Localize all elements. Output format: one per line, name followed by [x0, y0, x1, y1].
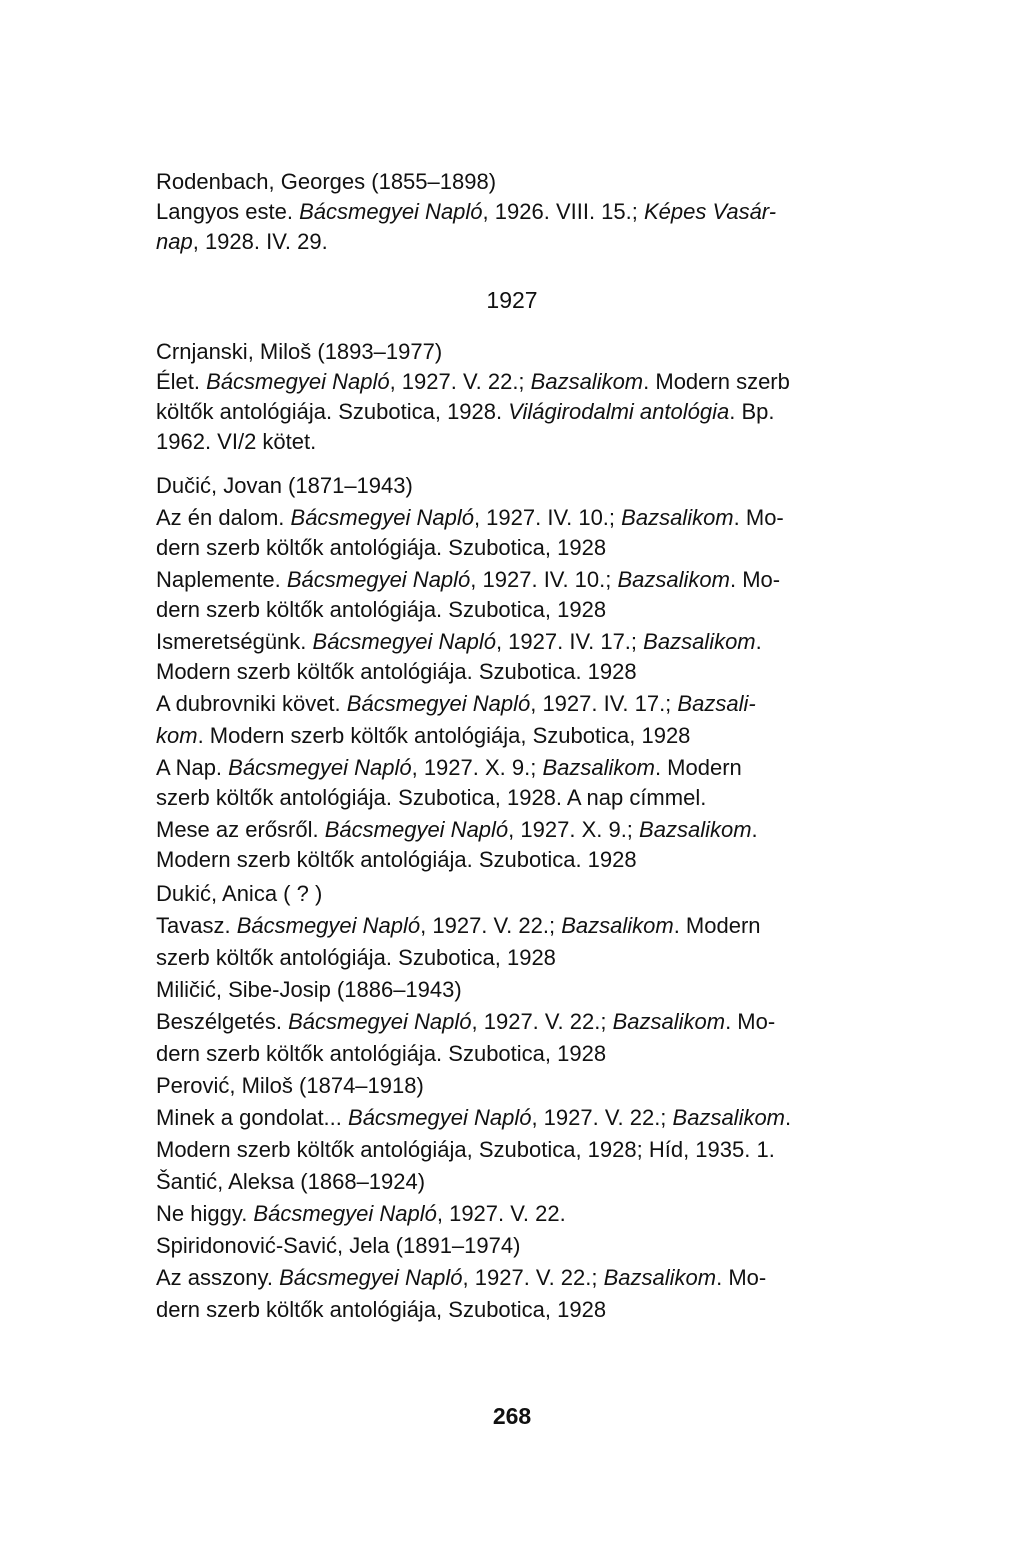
text-run: Dučić, Jovan (1871–1943): [156, 473, 413, 498]
text-run: dern szerb költők antológiája. Szubotica, 1928: [156, 1041, 607, 1066]
entry-line: [156, 628, 762, 656]
text-run: Crnjanski, Miloš (1893–1977): [156, 339, 443, 364]
journal-title: Bácsmegyei Napló: [253, 1201, 437, 1226]
journal-title: Bácsmegyei Napló: [288, 1009, 472, 1034]
text-run: Perović, Miloš (1874–1918): [156, 1073, 424, 1098]
text-run: Modern szerb költők antológiája. Szubotica. 1928: [156, 659, 637, 684]
entry-line: [156, 754, 742, 782]
text-run: .: [785, 1105, 792, 1130]
text-run: A Nap.: [156, 755, 229, 780]
text-run: . Modern: [654, 755, 742, 780]
text-run: A dubrovniki követ.: [156, 691, 347, 716]
text-run: dern szerb költők antológiája. Szubotica, 1928: [156, 535, 607, 560]
entry-line: [156, 566, 780, 594]
text-run: Beszélgetés.: [156, 1009, 289, 1034]
journal-title: Bazsalikom: [603, 1265, 717, 1290]
text-run: Šantić, Aleksa (1868–1924): [156, 1169, 426, 1194]
journal-title: Bácsmegyei Napló: [324, 817, 509, 842]
text-run: Ne higgy.: [156, 1201, 254, 1226]
journal-title: nap: [156, 229, 193, 254]
text-run: szerb költők antológiája. Szubotica, 1928: [156, 945, 556, 970]
entry-line: [156, 368, 790, 396]
entry-line: [156, 846, 637, 874]
journal-title: Bácsmegyei Napló: [228, 755, 412, 780]
text-run: , 1927. IV. 17.;: [495, 629, 644, 654]
entry-line: [156, 228, 328, 256]
entry-line: [156, 944, 556, 972]
text-run: . Mo-: [725, 1009, 776, 1034]
entry-line: [156, 534, 606, 562]
entry-line: [156, 1008, 775, 1036]
text-run: Modern szerb költők antológiája. Szubotica. 1928: [156, 847, 637, 872]
entry-line: [156, 198, 776, 226]
text-run: Minek a gondolat...: [156, 1105, 349, 1130]
journal-title: Bazsalikom: [639, 817, 752, 842]
journal-title: Képes Vasár-: [643, 199, 777, 224]
text-run: . Bp.: [729, 399, 775, 424]
entry-line: [156, 722, 690, 750]
text-run: Az én dalom.: [156, 505, 291, 530]
text-run: Miličić, Sibe-Josip (1886–1943): [156, 977, 462, 1002]
text-run: , 1927. V. 22.;: [462, 1265, 604, 1290]
text-run: , 1926. VIII. 15.;: [482, 199, 644, 224]
journal-title: Bácsmegyei Napló: [236, 913, 421, 938]
journal-title: Világirodalmi antológia: [508, 399, 730, 424]
text-run: Spiridonović-Savić, Jela (1891–1974): [156, 1233, 521, 1258]
author-heading: [156, 1232, 520, 1260]
journal-title: kom: [156, 723, 198, 748]
text-run: , 1927. IV. 10.;: [473, 505, 622, 530]
entry-line: [156, 1104, 791, 1132]
journal-title: Bácsmegyei Napló: [348, 1105, 532, 1130]
text-run: Ismeretségünk.: [156, 629, 313, 654]
journal-title: Bazsali-: [677, 691, 756, 716]
text-run: szerb költők antológiája. Szubotica, 1928. A nap címmel.: [156, 785, 707, 810]
author-heading: [156, 976, 462, 1004]
author-heading: [156, 1072, 424, 1100]
text-run: . Modern: [673, 913, 761, 938]
year-heading: 1927: [486, 287, 538, 313]
journal-title: Bácsmegyei Napló: [286, 567, 471, 592]
text-run: . Modern szerb költők antológiája, Szubotica, 1928: [197, 723, 691, 748]
text-run: , 1927. X. 9.;: [508, 817, 640, 842]
entry-line: [156, 816, 758, 844]
journal-title: Bazsalikom: [672, 1105, 786, 1130]
author-heading: [156, 1168, 425, 1196]
journal-title: Bazsalikom: [530, 369, 644, 394]
text-run: , 1927. V. 22.;: [420, 913, 562, 938]
text-run: dern szerb költők antológiája. Szubotica, 1928: [156, 597, 607, 622]
text-run: . Mo-: [729, 567, 781, 592]
text-run: , 1927. IV. 17.;: [530, 691, 678, 716]
entry-line: [156, 596, 606, 624]
entry-line: [156, 784, 706, 812]
text-run: . Mo-: [733, 505, 784, 530]
page-number: 268: [492, 1403, 532, 1429]
journal-title: Bácsmegyei Napló: [290, 505, 474, 530]
entry-line: [156, 1264, 766, 1292]
entry-line: [156, 1136, 775, 1164]
entry-line: [156, 504, 784, 532]
text-run: , 1927. V. 22.;: [531, 1105, 673, 1130]
text-run: Élet.: [156, 369, 207, 394]
text-run: Dukić, Anica ( ? ): [156, 881, 323, 906]
journal-title: Bácsmegyei Napló: [346, 691, 531, 716]
entry-line: [156, 1040, 606, 1068]
entry-line: [156, 1200, 566, 1228]
journal-title: Bazsalikom: [617, 567, 730, 592]
text-run: , 1927. X. 9.;: [411, 755, 543, 780]
text-run: 1962. VI/2 kötet.: [156, 429, 317, 454]
author-heading: [156, 472, 413, 500]
text-run: .: [755, 629, 762, 654]
text-run: Langyos este.: [156, 199, 300, 224]
journal-title: Bácsmegyei Napló: [279, 1265, 463, 1290]
text-run: , 1927. V. 22.;: [471, 1009, 613, 1034]
entry-line: [156, 658, 637, 686]
entry-line: [156, 912, 761, 940]
journal-title: Bazsalikom: [621, 505, 734, 530]
journal-title: Bácsmegyei Napló: [312, 629, 496, 654]
text-run: .: [751, 817, 758, 842]
journal-title: Bazsalikom: [643, 629, 756, 654]
text-run: költők antológiája. Szubotica, 1928.: [156, 399, 509, 424]
journal-title: Bácsmegyei Napló: [206, 369, 390, 394]
text-run: Az asszony.: [156, 1265, 280, 1290]
entry-line: [156, 398, 774, 426]
text-run: , 1927. IV. 10.;: [470, 567, 618, 592]
text-run: . Mo-: [716, 1265, 767, 1290]
author-heading: [156, 168, 496, 196]
text-run: , 1927. V. 22.: [436, 1201, 566, 1226]
text-run: Tavasz.: [156, 913, 237, 938]
text-run: Mese az erősről.: [156, 817, 325, 842]
text-run: , 1928. IV. 29.: [192, 229, 328, 254]
text-run: Rodenbach, Georges (1855–1898): [156, 169, 497, 194]
journal-title: Bazsalikom: [542, 755, 655, 780]
journal-title: Bazsalikom: [612, 1009, 726, 1034]
journal-title: Bazsalikom: [561, 913, 674, 938]
text-run: . Modern szerb: [643, 369, 790, 394]
text-run: Modern szerb költők antológiája, Szubotica, 1928; Híd, 1935. 1.: [156, 1137, 775, 1162]
text-run: dern szerb költők antológiája, Szubotica, 1928: [156, 1297, 607, 1322]
text-run: Naplemente.: [156, 567, 287, 592]
author-heading: [156, 880, 322, 908]
journal-title: Bácsmegyei Napló: [299, 199, 483, 224]
entry-line: [156, 1296, 606, 1324]
author-heading: [156, 338, 442, 366]
text-run: , 1927. V. 22.;: [389, 369, 531, 394]
entry-line: [156, 428, 316, 456]
entry-line: [156, 690, 756, 718]
